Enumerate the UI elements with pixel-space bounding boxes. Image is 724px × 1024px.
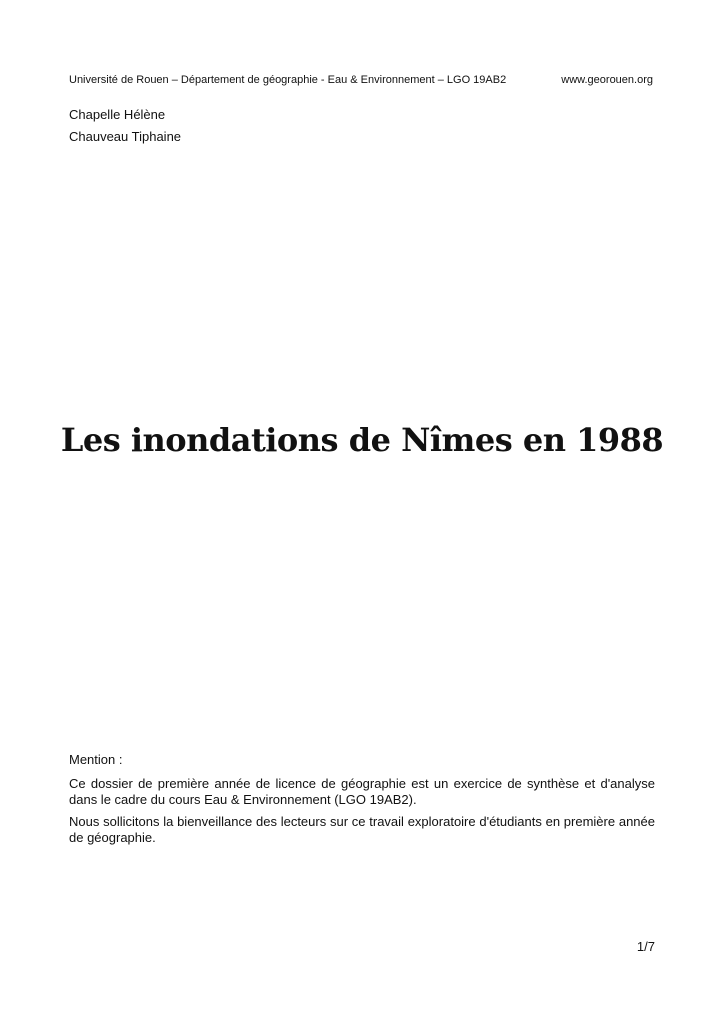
- author-name: Chauveau Tiphaine: [69, 129, 182, 144]
- mention-paragraph: Ce dossier de première année de licence de géographie est un exercice de synthèse et d'analyse dans le cadre du cours Eau & Environnement (LGO 19AB2).: [69, 776, 655, 807]
- header-website: www.georouen.org: [561, 74, 653, 86]
- mention-block: [69, 752, 655, 852]
- author-name: Chapelle Hélène: [69, 107, 166, 122]
- document-title: Les inondations de Nîmes en 1988: [60, 421, 664, 459]
- mention-label: Mention :: [69, 752, 123, 767]
- page-header: [69, 72, 653, 88]
- header-institution: Université de Rouen – Département de géographie - Eau & Environnement – LGO 19AB2: [69, 74, 507, 86]
- authors-block: [69, 104, 181, 148]
- mention-paragraph: Nous sollicitons la bienveillance des lecteurs sur ce travail exploratoire d'étudiants en première année de géographie.: [69, 814, 655, 845]
- page-number: 1/7: [636, 939, 655, 954]
